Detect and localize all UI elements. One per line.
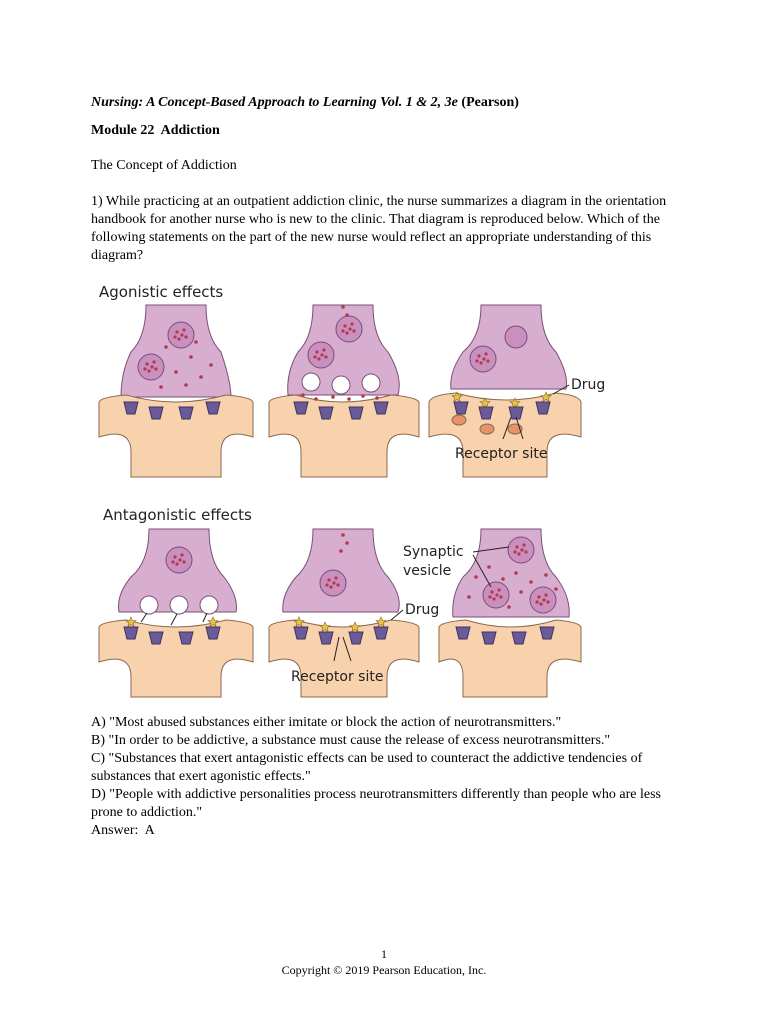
antagonistic-label: Antagonistic effects (103, 506, 252, 524)
option-a: A) "Most abused substances either imitate or block the action of neurotransmitters." (91, 715, 562, 730)
synaptic-vesicle-label-line2: vesicle (403, 563, 452, 579)
module-heading: Module 22 Addiction (91, 123, 220, 138)
option-b: B) "In order to be addictive, a substance must cause the release of excess neurotransmitters." (91, 733, 611, 748)
book-title-line (91, 94, 691, 112)
option-c: C) "Substances that exert antagonistic effects can be used to counteract the addictive tendencies of substances that exert agonistic effects." (91, 751, 643, 784)
synaptic-vesicle-label-line1: Synaptic (403, 544, 464, 560)
answer-options (91, 714, 691, 840)
copyright-notice: Copyright © 2019 Pearson Education, Inc. (281, 963, 487, 977)
receptor-label-2: Receptor site (291, 669, 384, 685)
publisher: (Pearson) (461, 95, 519, 110)
receptor-label-1: Receptor site (455, 446, 548, 462)
agonistic-panel-2 (269, 305, 419, 477)
agonistic-panel-1 (99, 305, 253, 477)
antagonistic-panel-2 (269, 529, 464, 697)
antagonistic-panel-1 (99, 529, 253, 697)
drug-label-2: Drug (405, 602, 440, 618)
answer-key: Answer: A (91, 823, 155, 838)
agonistic-panel-3 (429, 305, 605, 477)
page-number: 1 (381, 947, 387, 961)
option-d: D) "People with addictive personalities process neurotransmitters differently than people who are less prone to addiction." (91, 787, 661, 820)
agonistic-label: Agonistic effects (99, 283, 224, 301)
book-title: Nursing: A Concept-Based Approach to Learning Vol. 1 & 2, 3e (91, 95, 458, 110)
synapse-diagram (91, 277, 606, 697)
question-stem: 1) While practicing at an outpatient addiction clinic, the nurse summarizes a diagram in the orientation handbook for another nurse who is new to the clinic. That diagram is reproduced below. Which of the following statements on the part of the new nurse would reflect an appropriate understanding of this diagram? (91, 194, 667, 263)
concept-heading: The Concept of Addiction (91, 158, 237, 173)
drug-label-1: Drug (571, 377, 606, 393)
